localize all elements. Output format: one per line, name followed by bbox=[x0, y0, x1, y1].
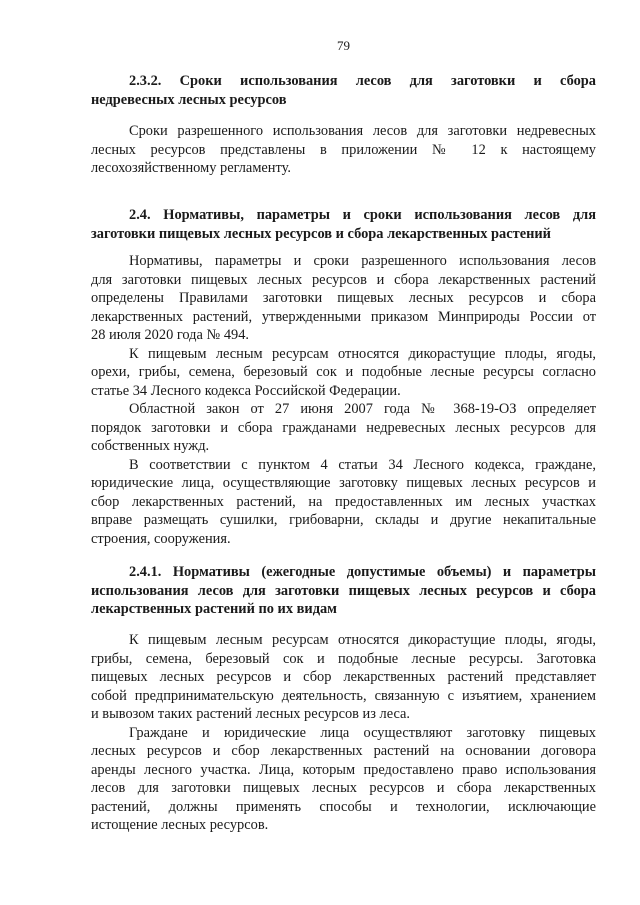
paragraph-line: лесохозяйственному регламенту. bbox=[91, 160, 291, 176]
paragraph-line: 28 июля 2020 года № 494. bbox=[91, 327, 250, 343]
heading-line: 2.4. Нормативы, параметры и сроки использования лесов для bbox=[129, 207, 596, 223]
paragraph-line: растений, должны применять способы и технологии, исключающие bbox=[91, 798, 596, 815]
paragraph-line: Областной закон от 27 июня 2007 года № 368-19-ОЗ определяет bbox=[129, 401, 596, 417]
paragraph-line: собой предпринимательскую деятельность, связанную с изъятием, хранением bbox=[91, 687, 596, 704]
section-heading-2-3-2 bbox=[91, 72, 596, 109]
heading-line: лекарственных растений по их видам bbox=[91, 601, 337, 617]
paragraph-line: юридические лица, осуществляющие заготовку пищевых лесных ресурсов и bbox=[91, 475, 596, 491]
paragraph-line: вправе размещать сушилки, грибоварни, склады и другие некапитальные bbox=[91, 512, 596, 528]
paragraph-line: определены Правилами заготовки пищевых лесных ресурсов и сбора bbox=[91, 290, 596, 306]
paragraph bbox=[91, 252, 596, 548]
paragraph-line: К пищевым лесным ресурсам относятся дикорастущие плоды, ягоды, bbox=[129, 632, 596, 648]
paragraph-line: для заготовки пищевых лесных ресурсов и сбора лекарственных растений bbox=[91, 271, 596, 288]
paragraph-line: орехи, грибы, семена, березовый сок и подобные лесные ресурсы согласно bbox=[91, 364, 596, 380]
paragraph-line: аренды лесного участка. Лица, которым предоставлено право использования bbox=[91, 761, 596, 778]
paragraph-line: истощение лесных ресурсов. bbox=[91, 817, 269, 833]
paragraph-line: строения, сооружения. bbox=[91, 530, 231, 547]
section-heading-2-4-1 bbox=[91, 563, 596, 619]
paragraph-line: пищевых лесных ресурсов и сбор лекарственных растений представляет bbox=[91, 669, 596, 685]
paragraph-line: и вывозом таких растений лесных ресурсов из леса. bbox=[91, 706, 411, 722]
paragraph-line: лесов для заготовки пищевых лесных ресурсов и сбора лекарственных bbox=[91, 780, 596, 796]
paragraph-line: грибы, семена, березовый сок и подобные лесные ресурсы. Заготовка bbox=[91, 650, 596, 667]
paragraph-line: лесных ресурсов и сбор лекарственных растений на основании договора bbox=[91, 743, 596, 759]
heading-line: использования лесов для заготовки пищевых лесных ресурсов и сбора bbox=[91, 582, 596, 599]
heading-line: 2.4.1. Нормативы (ежегодные допустимые объемы) и параметры bbox=[129, 564, 596, 580]
paragraph-line: К пищевым лесным ресурсам относятся дикорастущие плоды, ягоды, bbox=[129, 345, 596, 362]
paragraph-line: лекарственных растений, утвержденными приказом Минприроды России от bbox=[91, 308, 596, 325]
paragraph-line: Нормативы, параметры и сроки разрешенного использования лесов bbox=[129, 253, 596, 269]
heading-line: 2.3.2. Сроки использования лесов для заготовки и сбора bbox=[129, 73, 596, 89]
paragraph-line: Граждане и юридические лица осуществляют заготовку пищевых bbox=[129, 724, 596, 741]
page-number: 79 bbox=[337, 38, 350, 53]
paragraph-line: Сроки разрешенного использования лесов для заготовки недревесных bbox=[129, 123, 596, 139]
paragraph-line: собственных нужд. bbox=[91, 438, 210, 454]
heading-line: недревесных лесных ресурсов bbox=[91, 91, 287, 108]
section-heading-2-4 bbox=[91, 206, 596, 243]
paragraph-line: лесных ресурсов представлены в приложении № 12 к настоящему bbox=[91, 141, 596, 158]
heading-line: заготовки пищевых лесных ресурсов и сбора лекарственных растений bbox=[91, 225, 551, 242]
paragraph-line: сбор лекарственных растений, на предоставленных им лесных участках bbox=[91, 493, 596, 510]
paragraph bbox=[91, 631, 596, 835]
paragraph bbox=[91, 122, 596, 178]
paragraph-line: В соответствии с пунктом 4 статьи 34 Лесного кодекса, граждане, bbox=[129, 456, 596, 473]
paragraph-line: порядок заготовки и сбора гражданами недревесных лесных ресурсов для bbox=[91, 419, 596, 436]
paragraph-line: статье 34 Лесного кодекса Российской Федерации. bbox=[91, 382, 401, 399]
